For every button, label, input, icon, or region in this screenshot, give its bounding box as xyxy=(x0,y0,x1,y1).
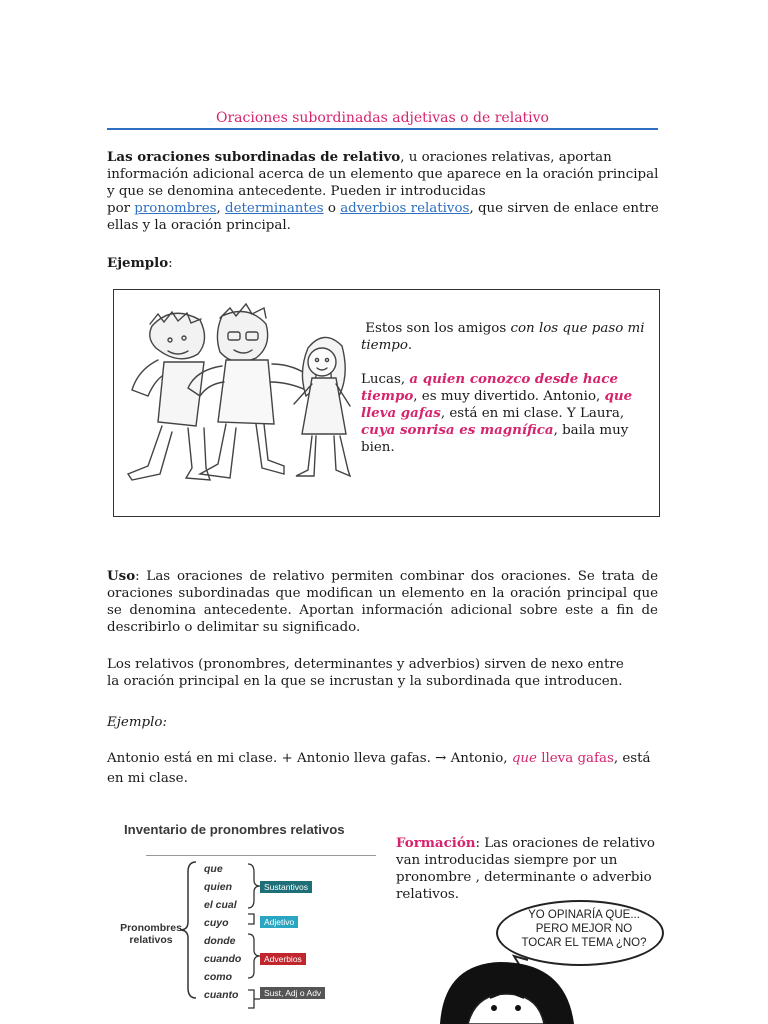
uso-label: Uso xyxy=(107,568,136,584)
nexo-paragraph xyxy=(107,656,667,690)
intro-text-2: , que sirven de enlace entre ellas y la oración principal. xyxy=(107,201,659,233)
bubble-line-3: TOCAR EL TEMA ¿NO? xyxy=(521,937,647,949)
rel-word: cuanto xyxy=(204,989,239,1001)
intro-o: o xyxy=(323,201,341,216)
formacion-colon: : xyxy=(475,836,481,851)
uso-text: Las oraciones de relativo permiten combinar dos oraciones. Se trata de oraciones subordinadas que modifican un elemento en la oración principal que se denomina antecedente. Aportan información adicional sobre este a fin de describirlo o delimitar su significado. xyxy=(107,569,658,635)
rel-word: que xyxy=(204,863,223,875)
side-label-2: relativos xyxy=(129,934,173,946)
rel-word: quien xyxy=(204,881,232,893)
big-brace-icon xyxy=(178,860,200,1000)
tag-sust-adj-adv: Sust, Adj o Adv xyxy=(260,987,325,999)
rel-word: como xyxy=(204,971,233,983)
ejemplo-colon: : xyxy=(168,256,173,271)
antonio-a: Antonio está en mi clase. + Antonio lleva gafas. → Antonio, xyxy=(107,751,512,766)
formacion-paragraph xyxy=(396,835,666,903)
formacion-label: Formación xyxy=(396,835,476,851)
link-adverbios-relativos[interactable]: adverbios relativos xyxy=(340,201,470,216)
inventory-figure xyxy=(108,812,380,1024)
nexo-line-2: la oración principal en la que se incrustan y la subordinada que introducen. xyxy=(107,674,623,689)
example-l1-italic: con los que paso mi tiempo xyxy=(361,321,645,353)
intro-text-1: , u oraciones relativas, aportan información adicional acerca de un elemento que aparece en la oración principal y que se denomina antecedente. Pueden ir introducidas xyxy=(107,150,659,199)
title-underline xyxy=(107,128,658,130)
rel-word: donde xyxy=(204,935,236,947)
bubble-line-2: PERO MEJOR NO xyxy=(535,923,633,935)
example-text xyxy=(361,320,651,456)
ejemplo-2-label: Ejemplo: xyxy=(107,715,167,730)
ex-relative-1: a quien conozco desde hace tiempo xyxy=(361,371,618,404)
inventory-divider xyxy=(146,855,376,856)
example-line-1 xyxy=(361,320,651,354)
tag-adjetivo: Adjetivo xyxy=(260,916,298,928)
intro-por: por xyxy=(107,201,135,216)
friends-illustration xyxy=(122,296,362,486)
ex-lucas: Lucas, xyxy=(361,372,410,387)
inventory-side-label xyxy=(116,922,186,946)
intro-paragraph xyxy=(107,149,662,234)
ex-relative-2: que lleva gafas xyxy=(361,388,633,421)
bubble-line-1: YO OPINARÍA QUE... xyxy=(528,909,640,921)
antonio-example xyxy=(107,749,657,789)
rel-word: cuando xyxy=(204,953,242,965)
antonio-relative: que xyxy=(511,751,537,766)
tag-adverbios: Adverbios xyxy=(260,953,306,965)
antonio-d: , está en mi clase. xyxy=(107,751,651,786)
example-l1-end: . xyxy=(407,338,413,353)
link-determinantes[interactable]: determinantes xyxy=(225,201,324,216)
tag-sustantivos: Sustantivos xyxy=(260,881,312,893)
intro-bold: Las oraciones subordinadas de relativo xyxy=(107,149,401,165)
formacion-text: Las oraciones de relativo van introducidas siempre por un pronombre , determinante o adverbio relativos. xyxy=(396,836,655,902)
rel-word: el cual xyxy=(204,899,237,911)
example-l1-plain: Estos son los amigos xyxy=(365,321,511,336)
ejemplo-heading xyxy=(107,255,173,272)
document-title: Oraciones subordinadas adjetivas o de relativo xyxy=(216,110,549,126)
ex-laura: , está en mi clase. Y Laura, xyxy=(440,406,625,421)
ex-end: , baila muy bien. xyxy=(361,423,629,455)
ex-relative-3: cuya sonrisa es magnífica xyxy=(361,422,554,438)
uso-colon: : xyxy=(135,569,140,584)
ex-antonio: , es muy divertido. Antonio, xyxy=(413,389,605,404)
antonio-lleva-gafas: lleva gafas xyxy=(536,751,614,766)
speech-bubble-text xyxy=(514,908,654,950)
nexo-line-1: Los relativos (pronombres, determinantes y adverbios) sirven de nexo entre xyxy=(107,657,624,672)
example-paragraph-2 xyxy=(361,371,651,456)
uso-paragraph xyxy=(107,568,658,636)
intro-sep: , xyxy=(216,201,226,216)
rel-word: cuyo xyxy=(204,917,229,929)
side-label-1: Pronombres xyxy=(120,922,182,934)
ejemplo-label: Ejemplo xyxy=(107,255,169,271)
link-pronombres[interactable]: pronombres xyxy=(134,201,217,216)
inventory-title: Inventario de pronombres relativos xyxy=(124,822,345,837)
